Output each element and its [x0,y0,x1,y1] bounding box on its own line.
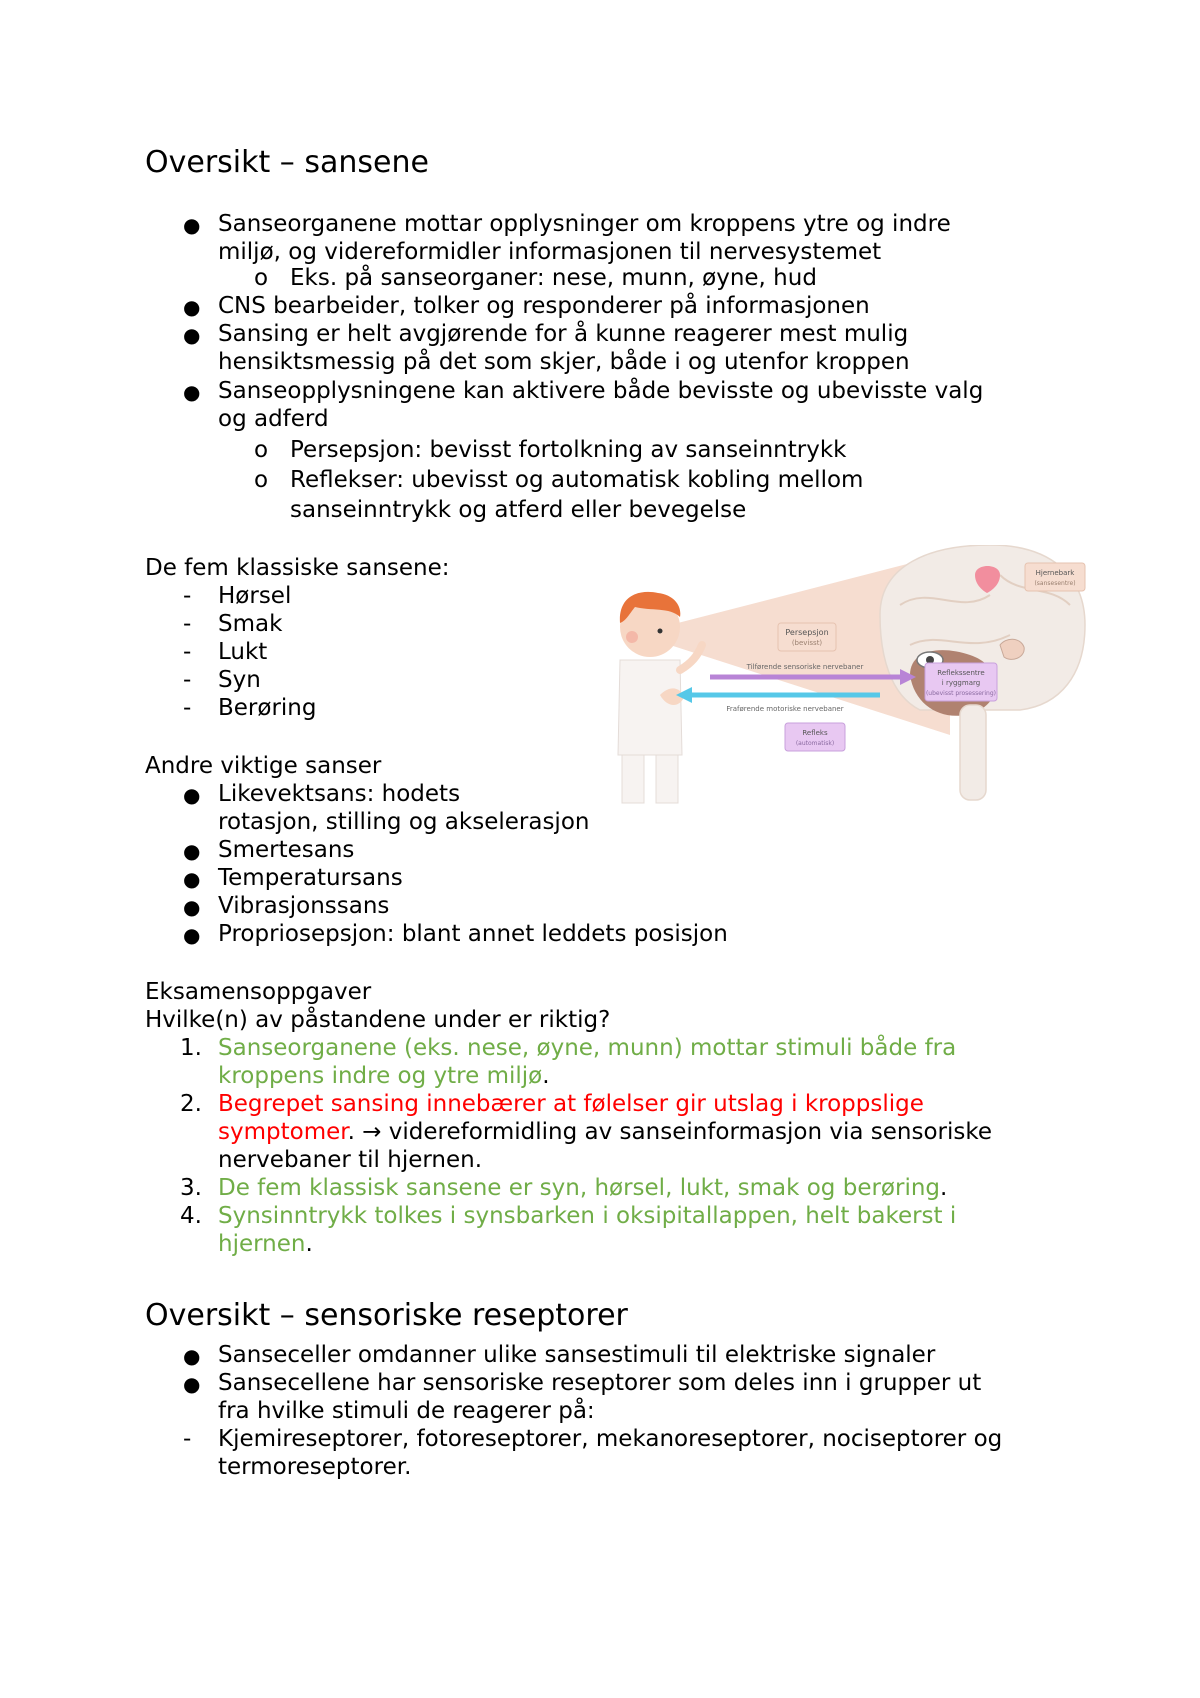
other-sense-item: Smertesans [218,837,355,863]
bullet-marker: ● [183,1372,201,1396]
answer-text-correct: Sanseorganene (eks. nese, øyne, munn) mottar stimuli både fra [218,1035,957,1061]
bullet-marker: ● [183,1344,201,1368]
bullet-marker: ● [183,380,201,404]
bullet-text: hensiktsmessig på det som skjer, både i og utenfor kroppen [218,349,910,375]
nose-icon [1000,639,1024,659]
bullet-marker: ● [183,923,201,947]
answer-text [218,1230,313,1258]
exam-heading: Eksamensoppgaver [145,979,372,1005]
bullet-text: CNS bearbeider, tolker og responderer på informasjonen [218,293,870,319]
answer-text-wrong: symptomer [218,1119,348,1145]
dash-marker: - [183,611,192,637]
brainstem-shape [960,705,986,800]
answer-number: 2. [180,1091,202,1117]
label-ryggmarg-2: i ryggmarg [941,679,981,687]
exam-question: Hvilke(n) av påstandene under er riktig? [145,1007,611,1033]
sub-bullet-text: Eks. på sanseorganer: nese, munn, øyne, hud [290,265,817,291]
bullet-text: termoreseptorer. [218,1454,412,1480]
child-body [618,660,682,755]
label-ryggmarg-1: Reflekssentre [937,669,985,677]
sense-item: Syn [218,667,261,693]
other-sense-item: Propriosepsjon: blant annet leddets posisjon [218,921,728,947]
answer-text-correct: kroppens indre og ytre miljø [218,1063,543,1089]
answer-end: . [305,1231,313,1257]
sub-bullet-text: Persepsjon: bevisst fortolkning av sanseinntrykk [290,437,847,463]
answer-text [218,1174,947,1202]
label-hjernebark: Hjernebark [1035,569,1075,577]
sub-bullet-text: Reflekser: ubevisst og automatisk kobling mellom [290,467,864,493]
dash-marker: - [183,695,192,721]
label-hjernebark-sub: (sansesentre) [1034,580,1076,587]
answer-text [218,1118,992,1146]
answer-text-correct: De fem klassisk sansene er syn, hørsel, lukt, smak og berøring [218,1175,941,1201]
senses-illustration [580,545,1095,805]
other-sense-item: rotasjon, stilling og akselerasjon [218,809,590,835]
other-sense-item: Temperatursans [218,865,403,891]
other-sense-item: Vibrasjonssans [218,893,390,919]
sub-bullet-marker: o [254,265,269,291]
label-persepsjon: Persepsjon [785,628,829,637]
sub-bullet-marker: o [254,467,269,493]
label-refleks: Refleks [802,729,828,737]
bullet-text: fra hvilke stimuli de reagerer på: [218,1398,595,1424]
sense-item: Hørsel [218,583,292,609]
answer-correction: . → videreformidling av sanseinformasjon via sensoriske [347,1119,993,1145]
bullet-text: Sanseopplysningene kan aktivere både bevisste og ubevisste valg [218,378,984,404]
bullet-text: og adferd [218,406,329,432]
answer-number: 4. [180,1203,202,1229]
label-tilforende: Tilførende sensoriske nervebaner [746,663,864,671]
label-refleks-sub: (automatisk) [795,740,835,747]
label-fraforende: Fraførende motoriske nervebaner [726,705,844,713]
answer-number: 3. [180,1175,202,1201]
bullet-marker: ● [183,213,201,237]
bullet-marker: ● [183,867,201,891]
bullet-text: Sansing er helt avgjørende for å kunne reagerer mest mulig [218,321,909,347]
sub-bullet-marker: o [254,437,269,463]
bullet-text: Sanseorganene mottar opplysninger om kroppens ytre og indre [218,211,951,237]
bullet-marker: ● [183,783,201,807]
bullet-marker: ● [183,839,201,863]
bullet-text: Kjemireseptorer, fotoreseptorer, mekanoreseptorer, nociseptorer og [218,1426,1003,1452]
bullet-marker: ● [183,895,201,919]
label-ryggmarg-sub: (ubevisst prosessering) [925,690,997,697]
bullet-text: miljø, og videreformidler informasjonen til nervesystemet [218,239,882,265]
section-title-sansene: Oversikt – sansene [145,145,429,180]
sense-item: Smak [218,611,283,637]
sense-item: Berøring [218,695,317,721]
label-persepsjon-sub: (bevisst) [791,639,823,647]
answer-text [218,1062,550,1090]
dash-marker: - [183,1426,192,1452]
section-title-reseptorer: Oversikt – sensoriske reseptorer [145,1298,628,1333]
answer-correction: nervebaner til hjernen. [218,1147,483,1173]
sense-item: Lukt [218,639,268,665]
answer-number: 1. [180,1035,202,1061]
answer-text-correct: Synsinntrykk tolkes i synsbarken i oksipitallappen, helt bakerst i [218,1203,957,1229]
other-sense-item: Likevektsans: hodets [218,781,461,807]
bullet-marker: ● [183,323,201,347]
answer-end: . [542,1063,550,1089]
bullet-text: Sanseceller omdanner ulike sansestimuli til elektriske signaler [218,1342,936,1368]
other-senses-heading: Andre viktige sanser [145,753,382,779]
dash-marker: - [183,667,192,693]
bullet-marker: ● [183,295,201,319]
five-senses-heading: De fem klassiske sansene: [145,555,450,581]
answer-text-correct: hjernen [218,1231,306,1257]
dash-marker: - [183,583,192,609]
answer-text-wrong: Begrepet sansing innebærer at følelser gir utslag i kroppslige [218,1091,924,1117]
sub-bullet-text: sanseinntrykk og atferd eller bevegelse [290,497,747,523]
answer-end: . [940,1175,948,1201]
bullet-text: Sansecellene har sensoriske reseptorer som deles inn i grupper ut [218,1370,982,1396]
dash-marker: - [183,639,192,665]
